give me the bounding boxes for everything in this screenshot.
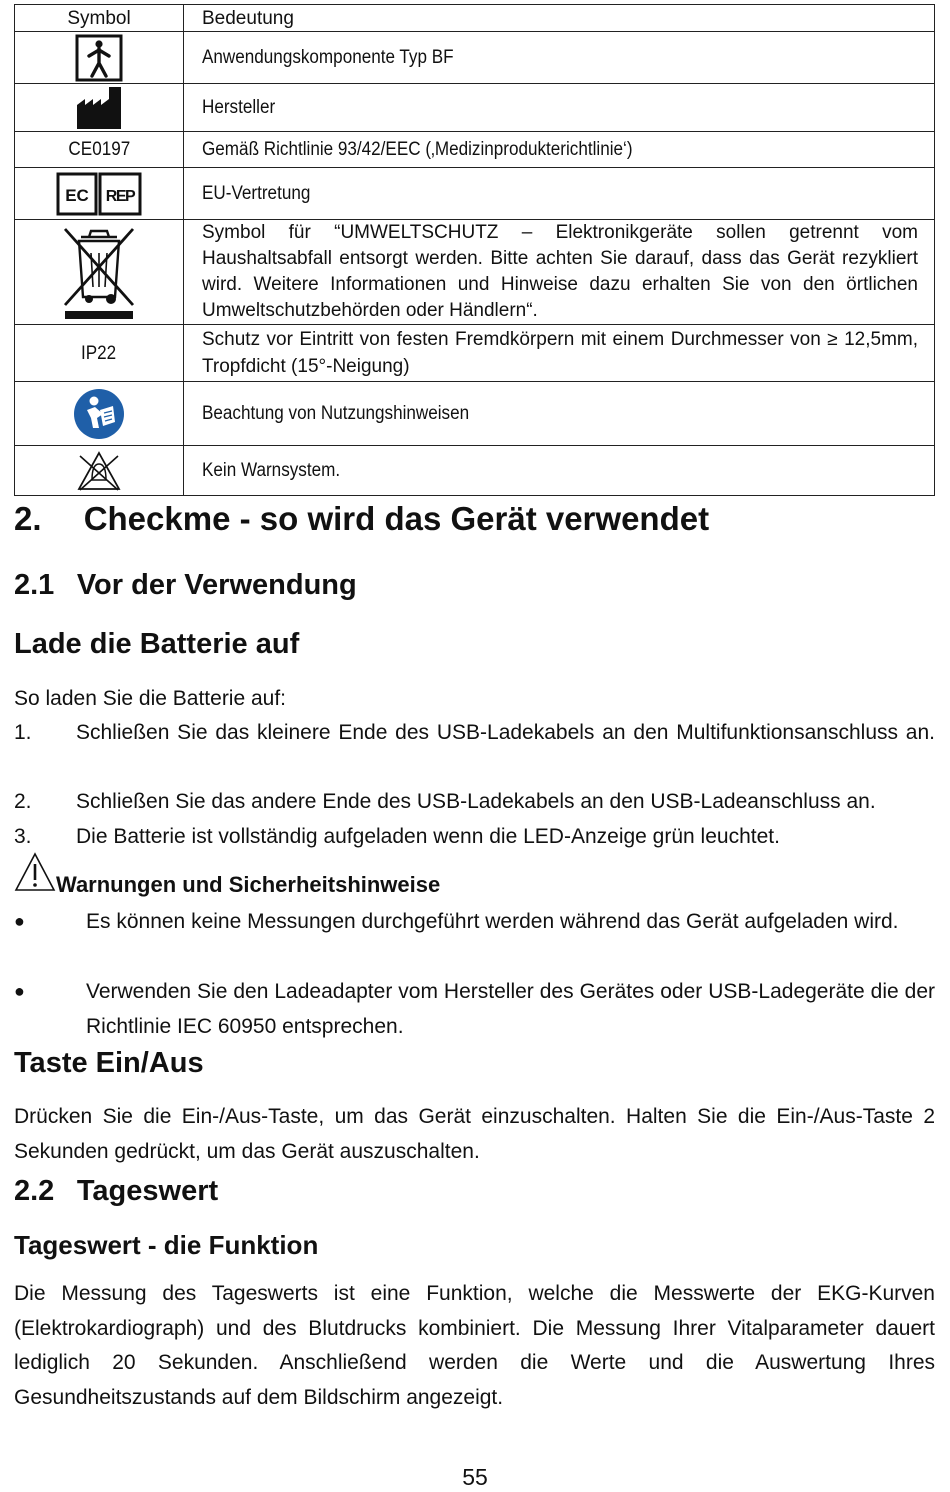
meaning-text: Beachtung von Nutzungshinweisen [202, 403, 470, 424]
ec-label: EC [65, 185, 89, 205]
ip-rating-text: IP22 [81, 342, 117, 364]
section-2-title: 2. Checkme - so wird das Gerät verwendet [14, 500, 710, 537]
meaning-cell [184, 168, 935, 220]
symbol-table [14, 4, 935, 496]
meaning-cell [184, 132, 935, 168]
meaning-text: Kein Warnsystem. [202, 460, 341, 481]
section-2-2-title: 2.2 Tageswert [14, 1175, 219, 1207]
applied-part-type-bf-icon [75, 34, 123, 82]
symbol-cell [15, 168, 184, 220]
symbol-cell [15, 446, 184, 496]
table-row [15, 220, 935, 325]
meaning-text: EU-Vertretung [202, 183, 311, 204]
warning-item: Verwenden Sie den Ladeadapter vom Hersteller des Gerätes oder USB-Ladegeräte die der Richtlinie IEC 60950 entsprechen. [86, 980, 935, 1038]
warnings-heading: Warnungen und Sicherheitshinweise [56, 872, 441, 897]
no-alarm-system-icon [76, 450, 122, 492]
step-item: Die Batterie ist vollständig aufgeladen wenn die LED-Anzeige grün leuchtet. [76, 825, 780, 848]
table-row [15, 84, 935, 132]
bullet: ● [14, 981, 25, 1001]
section-2-1-title: 2.1 Vor der Verwendung [14, 569, 357, 601]
rep-label: REP [105, 187, 135, 205]
function-paragraph: Die Messung des Tageswerts ist eine Funktion, welche die Messwerte der EKG-Kurven (Elektrokardiograph) und des Blutdrucks kombiniert. Die Messung Ihrer Vitalparameter dauert lediglich 20 Sekunden. Anschließend werden die Werte und die Auswertung Ihres Gesundheitszustands auf dem Bildschirm angezeigt. [14, 1282, 935, 1409]
ec-rep-icon [56, 172, 142, 216]
header-meaning: Bedeutung [184, 5, 935, 32]
step-item [76, 716, 935, 751]
meaning-cell [184, 84, 935, 132]
symbol-cell [15, 382, 184, 446]
warning-triangle-icon [14, 852, 56, 892]
weee-crossed-bin-icon [59, 223, 139, 321]
symbol-cell [15, 132, 184, 168]
page-number: 55 [462, 1464, 488, 1490]
header-symbol: Symbol [15, 5, 184, 32]
table-row [15, 132, 935, 168]
symbol-cell [15, 325, 184, 382]
follow-instructions-icon [73, 388, 125, 440]
symbol-cell [15, 220, 184, 325]
table-header-row [15, 5, 935, 32]
meaning-cell [184, 446, 935, 496]
charge-heading: Lade die Batterie auf [14, 628, 300, 660]
ce-mark-text: CE0197 [68, 139, 130, 160]
step-text: Schließen Sie das kleinere Ende des USB-Ladekabels an den Multifunktionsanschluss an. [76, 721, 935, 744]
onoff-paragraph: Drücken Sie die Ein-/Aus-Taste, um das Gerät einzuschalten. Halten Sie die Ein-/Aus-Taste 2 Sekunden gedrückt, um das Gerät auszuschalten. [14, 1105, 935, 1163]
meaning-cell: Symbol für “UMWELTSCHUTZ – Elektronikgeräte sollen getrennt vom Haushaltsabfall entsorgt werden. Bitte achten Sie darauf, dass das Gerät rezykliert wird. Weitere Informationen und Hinweise dazu erhalten Sie von den örtlichen Umweltschutzbehörden oder Händlern“. [184, 220, 935, 325]
page [14, 4, 935, 496]
bullet: ● [14, 911, 25, 931]
charge-intro: So laden Sie die Batterie auf: [14, 687, 287, 710]
table-row [15, 168, 935, 220]
meaning-cell [184, 382, 935, 446]
onoff-heading: Taste Ein/Aus [14, 1047, 204, 1079]
warning-item: Es können keine Messungen durchgeführt werden während das Gerät aufgeladen wird. [86, 910, 899, 933]
meaning-text: Gemäß Richtlinie 93/42/EEC (‚Medizinprodukterichtlinie‘) [202, 139, 633, 160]
meaning-text: Anwendungskomponente Typ BF [202, 47, 454, 68]
step-number: 2. [14, 790, 32, 813]
meaning-cell [184, 32, 935, 84]
meaning-cell: Schutz vor Eintritt von festen Fremdkörpern mit einem Durchmesser von ≥ 12,5mm, Tropfdicht (15°-Neigung) [184, 325, 935, 382]
manufacturer-icon [75, 85, 123, 131]
table-row [15, 446, 935, 496]
table-row [15, 382, 935, 446]
table-row [15, 32, 935, 84]
symbol-cell [15, 84, 184, 132]
table-row [15, 325, 935, 382]
symbol-cell [15, 32, 184, 84]
function-heading: Tageswert - die Funktion [14, 1230, 319, 1260]
step-number: 3. [14, 825, 32, 848]
step-number: 1. [14, 721, 32, 744]
step-item: Schließen Sie das andere Ende des USB-Ladekabels an den USB-Ladeanschluss an. [76, 790, 876, 813]
meaning-text: Hersteller [202, 97, 276, 118]
